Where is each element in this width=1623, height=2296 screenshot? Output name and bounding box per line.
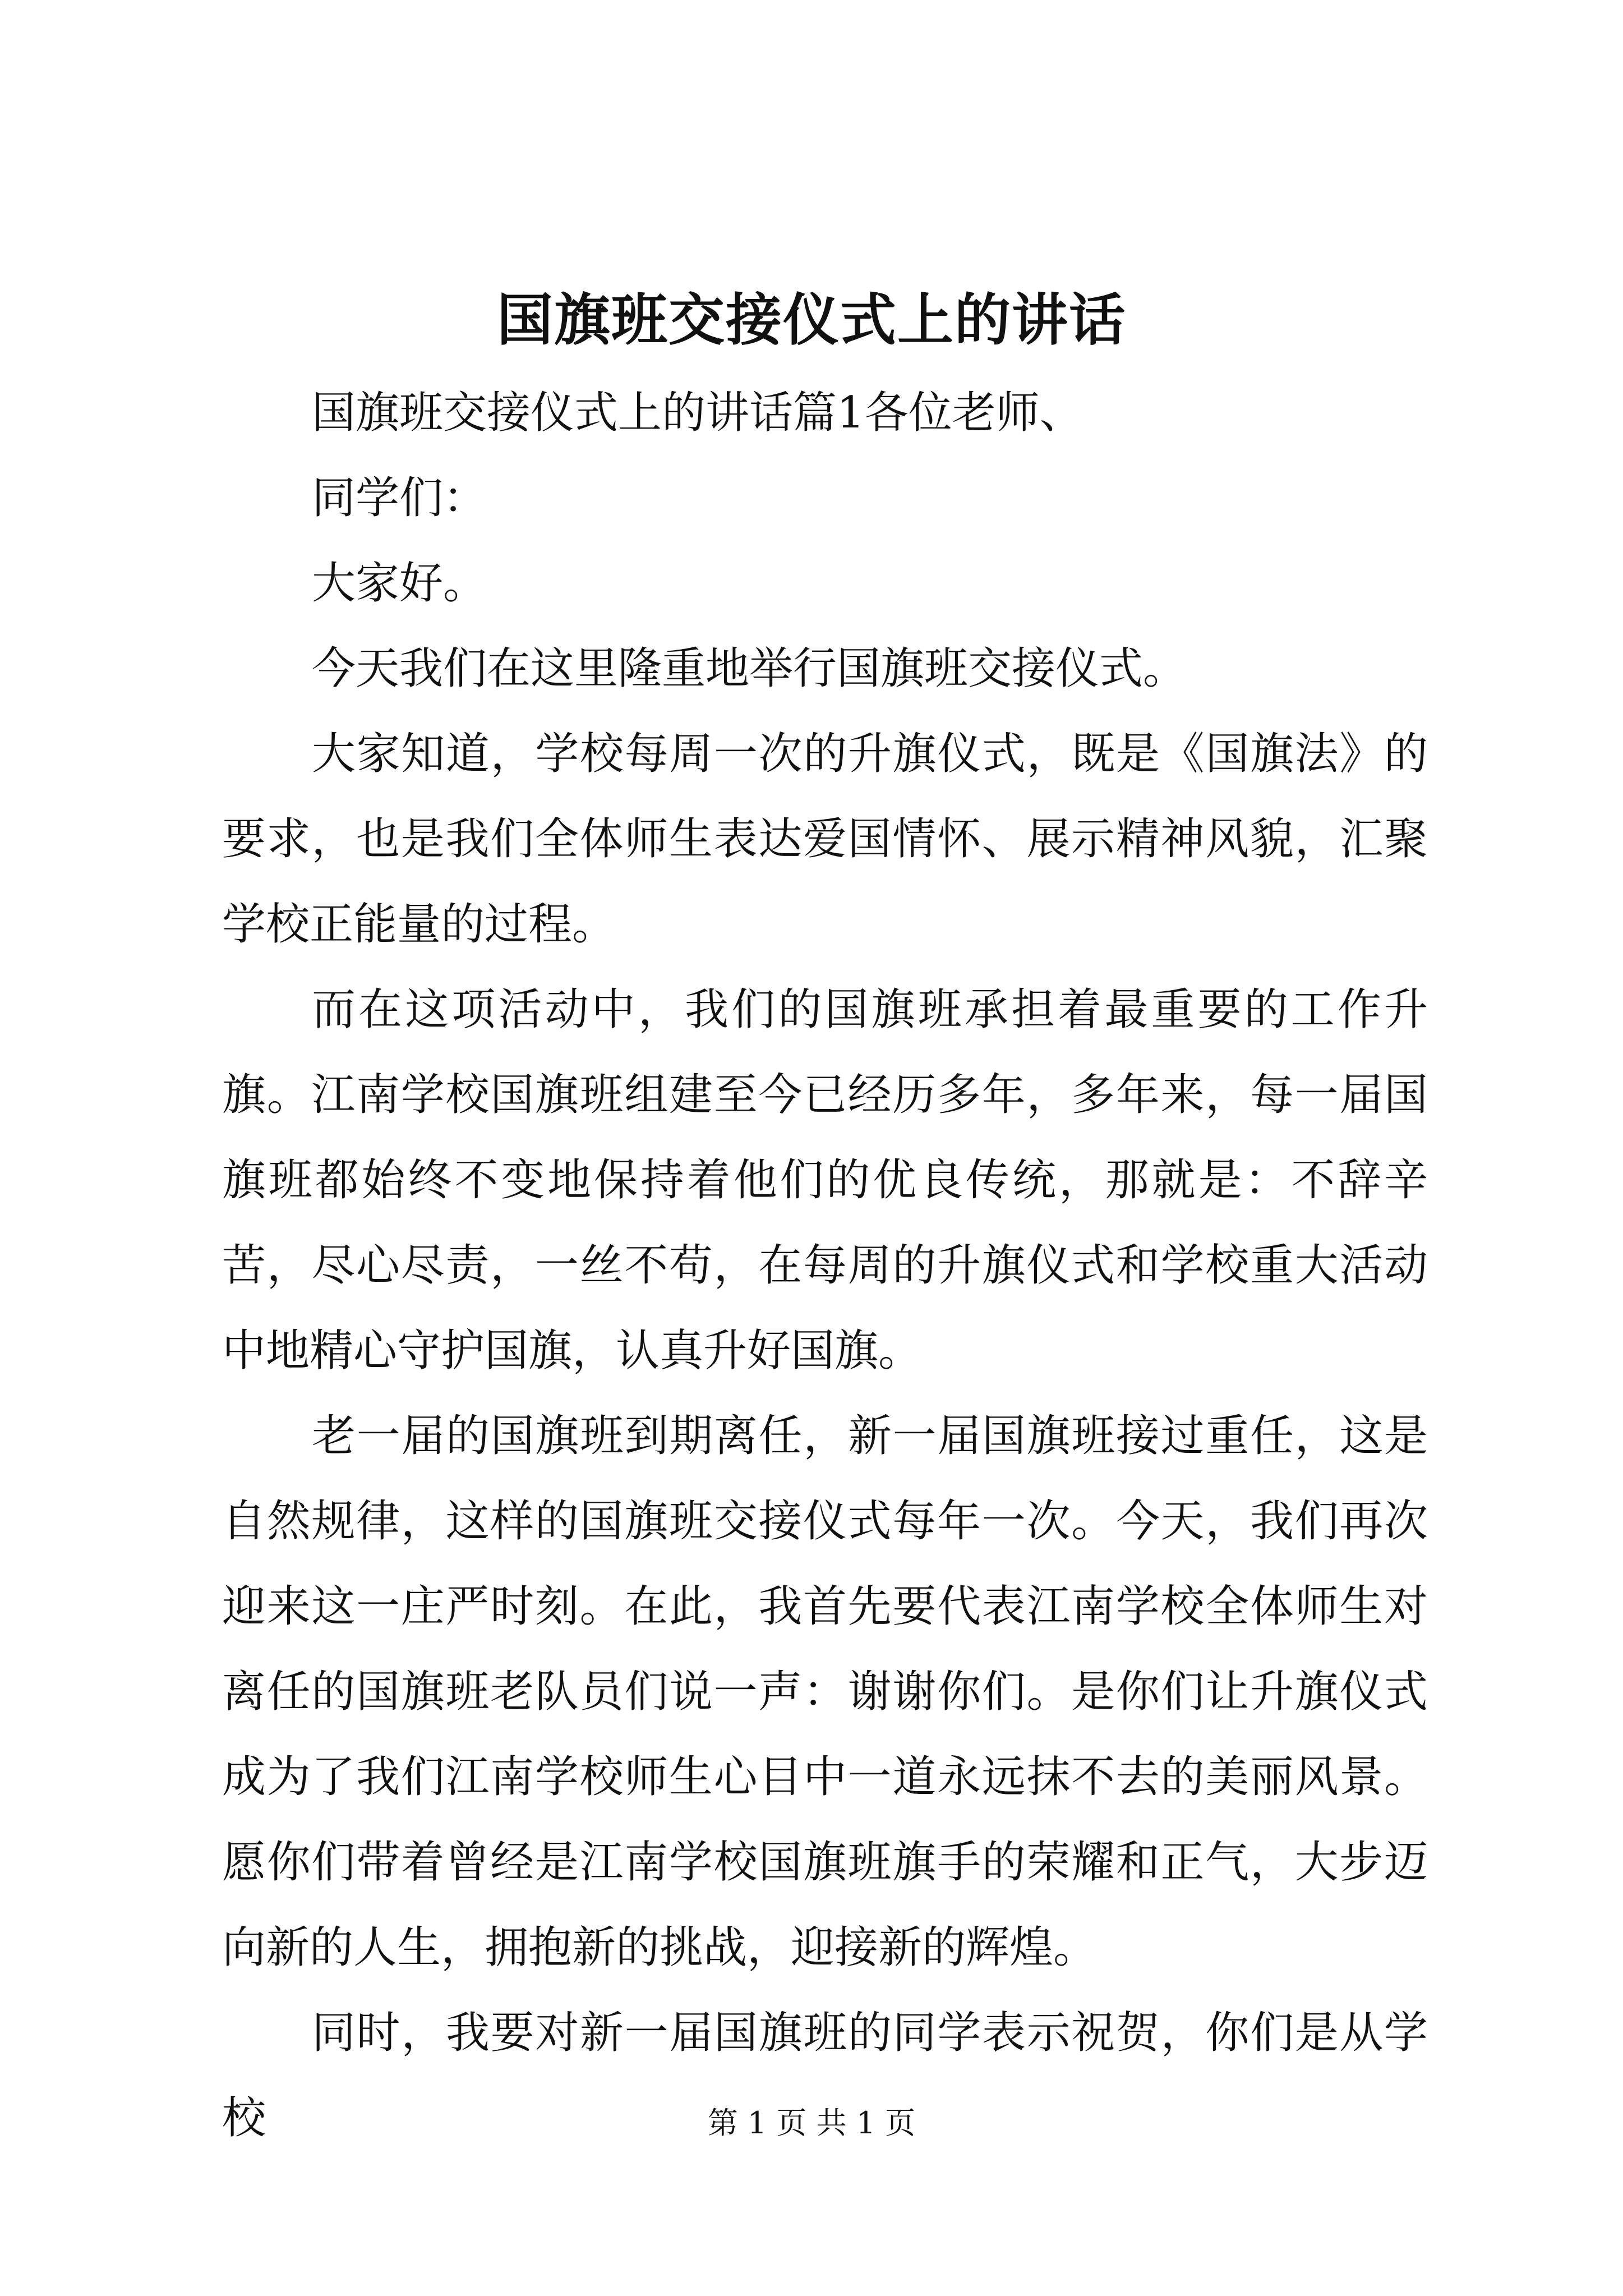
paragraph: 老一届的国旗班到期离任，新一届国旗班接过重任，这是自然规律，这样的国旗班交接仪式每年一次。今天，我们再次迎来这一庄严时刻。在此，我首先要代表江南学校全体师生对离任的国旗班老队员们说一声：谢谢你们。是你们让升旗仪式成为了我们江南学校师生心目中一道永远抹不去的美丽风景。愿你们带着曾经是江南学校国旗班旗手的荣耀和正气，大步迈向新的人生，拥抱新的挑战，迎接新的辉煌。 [222, 1411, 1428, 1973]
paragraph: 而在这项活动中，我们的国旗班承担着最重要的工作升旗。江南学校国旗班组建至今已经历多年，多年来，每一届国旗班都始终不变地保持着他们的优良传统，那就是：不辞辛苦，尽心尽责，一丝不苟，在每周的升旗仪式和学校重大活动中地精心守护国旗，认真升好国旗。 [222, 984, 1428, 1376]
paragraph: 同时，我要对新一届国旗班的同学表示祝贺，你们是从学校 [222, 2008, 1428, 2143]
paragraph: 今天我们在这里隆重地举行国旗班交接仪式。 [312, 643, 1187, 694]
page-total: 共 1 页 [816, 2105, 916, 2141]
paragraph: 国旗班交接仪式上的讲话篇1各位老师、 [312, 388, 1083, 438]
page-number: 第 1 页 [707, 2105, 807, 2141]
document-body [222, 370, 1428, 2161]
paragraph: 同学们： [312, 473, 487, 523]
paragraph: 大家好。 [312, 558, 487, 609]
page-footer [0, 2101, 1623, 2146]
paragraph: 大家知道，学校每周一次的升旗仪式，既是《国旗法》的要求，也是我们全体师生表达爱国情怀、展示精神风貌，汇聚学校正能量的过程。 [222, 729, 1428, 950]
document-title: 国旗班交接仪式上的讲话 [497, 287, 1126, 353]
